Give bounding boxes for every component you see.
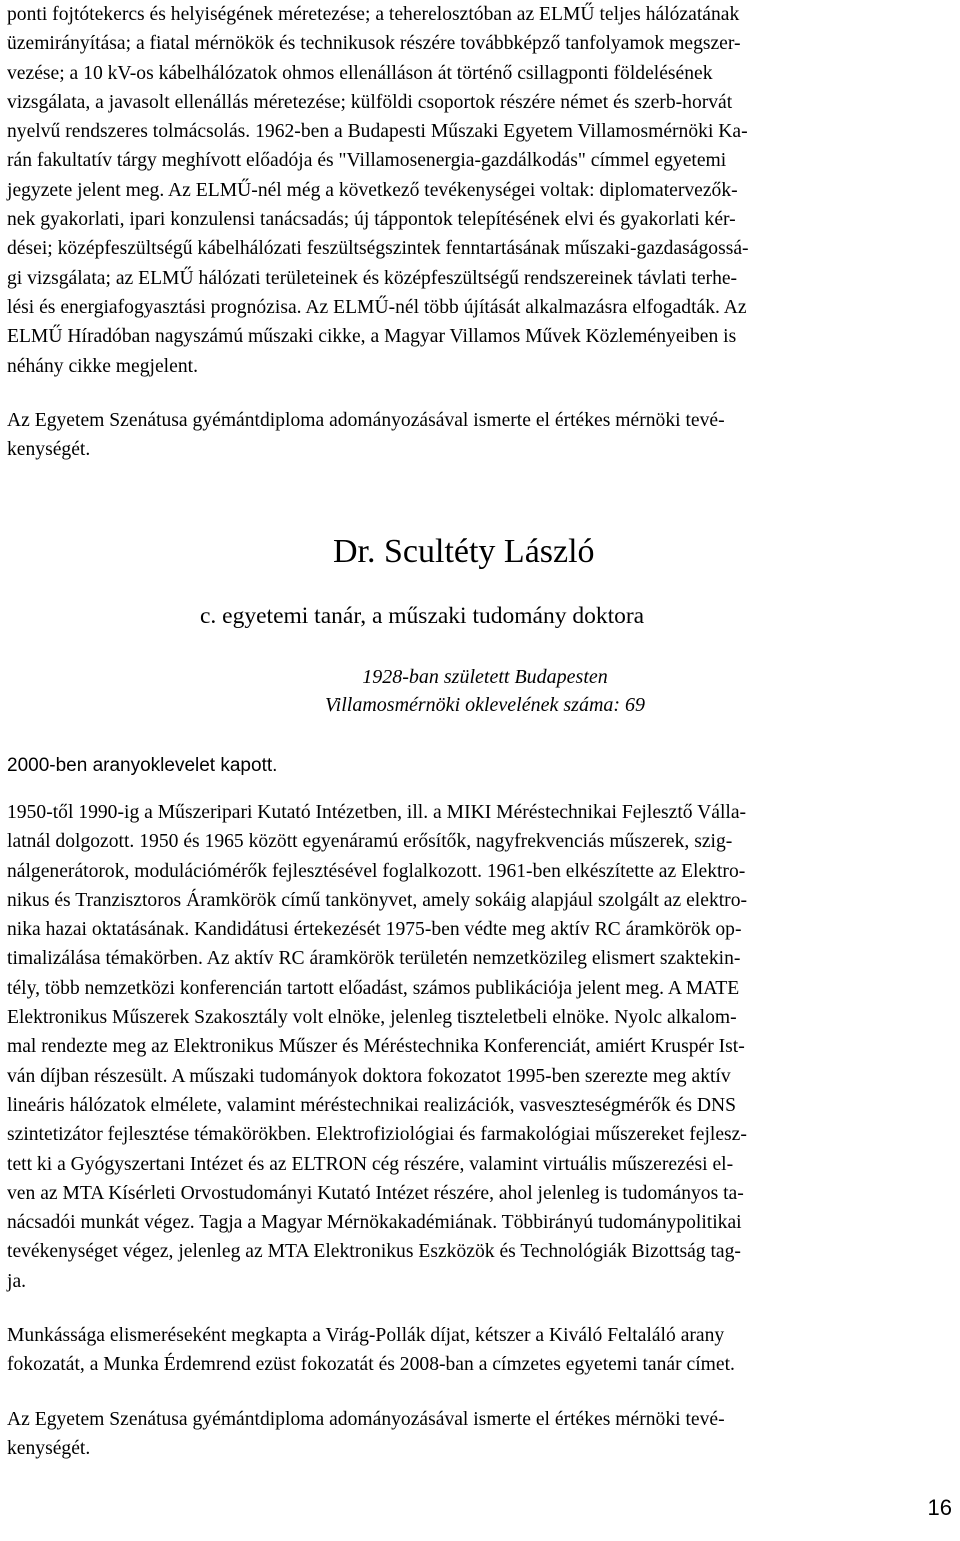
birth-info: 1928-ban született Budapesten — [362, 666, 608, 688]
page-number: 16 — [927, 1495, 952, 1520]
diploma-number-info: Villamosmérnöki oklevelének száma: 69 — [324, 694, 646, 716]
career-paragraph: 1950-től 1990-ig a Műszeripari Kutató Intézetben, ill. a MIKI Méréstechnikai Fejlesztő Válla- latnál dolgozott. 1950 és 1965 között egyenáramú erősítők, nagyfrekvenciás műszerek, szig- nálgenerátorok, modulációmérők fejlesztésével foglalkozott. 1961-ben elkészítette az Elektro- nikus és Tranzisztoros Áramkörök című tankönyvet, amely sokáig alapjául szolgált az elektro- nika hazai oktatásának. Kandidátusi értekezését 1975-ben védte meg aktív RC áramkörök op- timalizálása témakörben. Az aktív RC áramkörök területén nemzetközileg elismert szaktekin- tély, több nemzetközi konferencián tartott előadást, számos publikációja jelent meg. A MATE Elektronikus Műszerek Szakosztály volt elnöke, jelenleg tiszteletbeli elnöke. Nyolc alkalom- mal rendezte meg az Elektronikus Műszer és Méréstechnika Konferenciát, amiért Kruspér Ist- ván díjban részesült. A műszaki tudományok doktora fokozatot 1995-ben szerezte meg aktív lineáris hálózatok elmélete, valamint méréstechnikai realizációk, vasveszteségmérők és DNS szintetizátor fejlesztése témakörökben. Elektrofiziológiai és farmakológiai műszereket fejlesz- tett ki a Gyógyszertani Intézet és az ELTRON cég részére, valamint virtuális műszerezési el- ven az MTA Kísérleti Orvostudományi Kutató Intézet részére, ahol jelenleg is tudományos ta- nácsadói munkát végez. Tagja a Magyar Mérnökakadémiának. Többirányú tudománypolitikai tevékenységet végez, jelenleg az MTA Elektronikus Eszközök és Technológiák Bizottság tag- ja. — [7, 802, 748, 1292]
recognition-paragraph: Munkássága elismeréseként megkapta a Virág-Pollák díjat, kétszer a Kiváló Feltaláló arany fokozatát, a Munka Érdemrend ezüst fokozatát és 2008-ban a címzetes egyetemi tanár címet. — [7, 1325, 735, 1376]
gold-diploma-note: 2000-ben aranyoklevelet kapott. — [7, 755, 278, 776]
intro-paragraph: ponti fojtótekercs és helyiségének méretezése; a teherelosztóban az ELMŰ teljes hálózatának üzemirányítása; a fiatal mérnökök és technikusok részére továbbképző tanfolyamok megszer- vezése; a 10 kV-os kábelhálózatok ohmos ellenálláson át történő csillagponti földelésének vizsgálata, a javasolt ellenállás méretezése; külföldi csoportok részére német és szerb-horvát nyelvű rendszeres tolmácsolás. 1962-ben a Budapesti Műszaki Egyetem Villamosmérnöki Ka- rán fakultatív tárgy meghívott előadója és "Villamosenergia-gazdálkodás" címmel egyetemi jegyzete jelent meg. Az ELMŰ-nél még a következő tevékenységei voltak: diplomatervezők- nek gyakorlati, ipari konzulensi tanácsadás; új táppontok telepítésének elvi és gyakorlati kér- dései; középfeszültségű kábelhálózati feszültségszintek fenntartásának műszaki-gazdaságossá- gi vizsgálata; az ELMŰ hálózati területeinek és középfeszültségű rendszereinek távlati terhe- lési és energiafogyasztási prognózisa. Az ELMŰ-nél több újítását alkalmazásra elfogadták. Az ELMŰ Híradóban nagyszámú műszaki cikke, a Magyar Villamos Művek Közleményeiben is néhány cikke megjelent. — [7, 4, 749, 377]
person-name-heading: Dr. Scultéty László — [333, 533, 595, 570]
diamond-diploma-paragraph: Az Egyetem Szenátusa gyémántdiploma adományozásával ismerte el értékes mérnöki tevé- kenységét. — [7, 410, 725, 461]
person-title: c. egyetemi tanár, a műszaki tudomány doktora — [200, 603, 645, 629]
diamond-diploma-paragraph-2: Az Egyetem Szenátusa gyémántdiploma adományozásával ismerte el értékes mérnöki tevé- kenységét. — [7, 1409, 725, 1460]
